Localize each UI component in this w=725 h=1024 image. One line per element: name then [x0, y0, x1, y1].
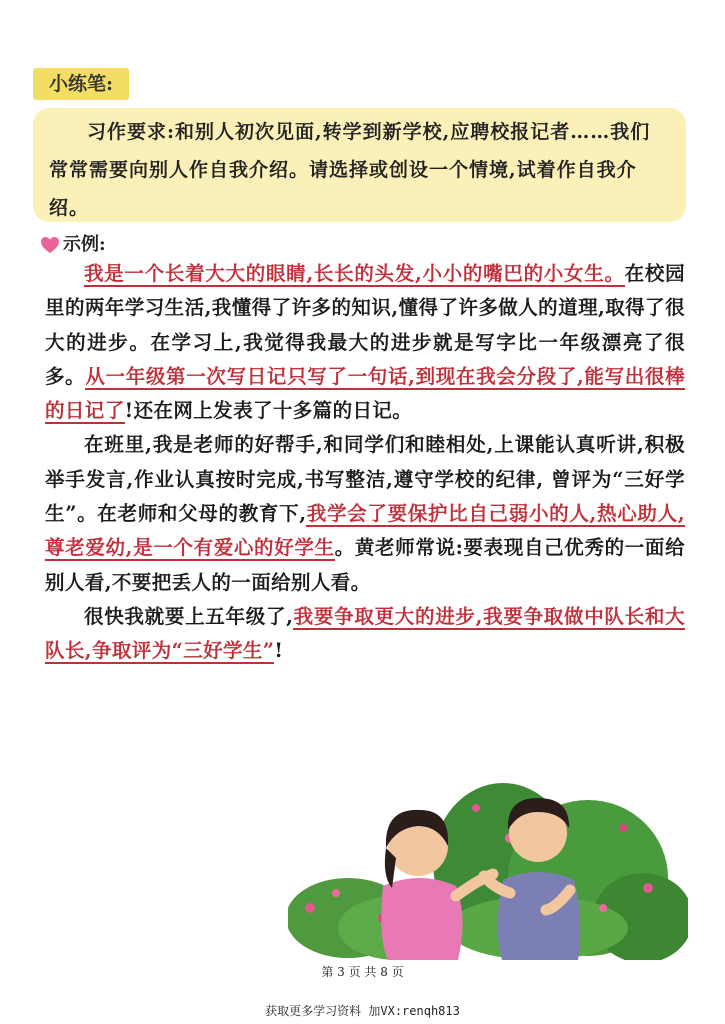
requirement-box — [33, 108, 686, 222]
essay-segment: 我是一个长着大大的眼睛,长长的头发,小小的嘴巴的小女生。 — [84, 262, 625, 285]
essay-segment: 我学会了要保护比自己弱小的人,热心助人,尊老爱幼,是一个有爱心的好学生 — [45, 502, 686, 560]
children-illustration — [288, 768, 688, 960]
essay-segment: 。黄老师常说:要表现自己优秀的一面给别人看,不要把丢人的一面给别人看。 — [45, 536, 685, 594]
essay-paragraph-1 — [45, 257, 685, 428]
essay-segment: 在校园里的两年学习生活,我懂得了许多的知识,懂得了许多做人的道理,取得了很大的进步。在学习上,我觉得我最大的进步就是写字比一年级漂亮了很多。 — [45, 262, 686, 388]
essay-segment: 从一年级第一次写日记只写了一句话,到现在我会分段了,能写出很棒的日记了 — [45, 364, 685, 423]
example-label-text: 示例: — [63, 234, 106, 255]
page-number: 第 3 页 共 8 页 — [321, 965, 404, 979]
footer-note: 获取更多学习资料 加VX:renqh813 — [265, 1004, 460, 1018]
essay-paragraph-3 — [45, 600, 685, 669]
requirement-text: 习作要求:和别人初次见面,转学到新学校,应聘校报记者……我们常常需要向别人作自我介绍。请选择或创设一个情境,试着作自我介绍。 — [49, 121, 651, 219]
example-essay — [45, 257, 685, 669]
essay-segment: ! — [274, 639, 284, 663]
essay-paragraph-2 — [45, 428, 685, 599]
example-label — [40, 230, 106, 260]
essay-segment: 很快我就要上五年级了, — [84, 604, 294, 628]
essay-segment: 在班里,我是老师的好帮手,和同学们和睦相处,上课能认真听讲,积极举手发言,作业认真按时完成,书写整洁,遵守学校的纪律, 曾评为“三好学生”。在老师和父母的教育下, — [45, 433, 685, 526]
heart-icon — [40, 236, 60, 254]
section-badge: 小练笔: — [33, 68, 129, 100]
essay-segment: !还在网上发表了十多篇的日记。 — [124, 399, 413, 423]
essay-segment: 我要争取更大的进步,我要争取做中队长和大队长,争取评为“三好学生” — [45, 604, 685, 663]
